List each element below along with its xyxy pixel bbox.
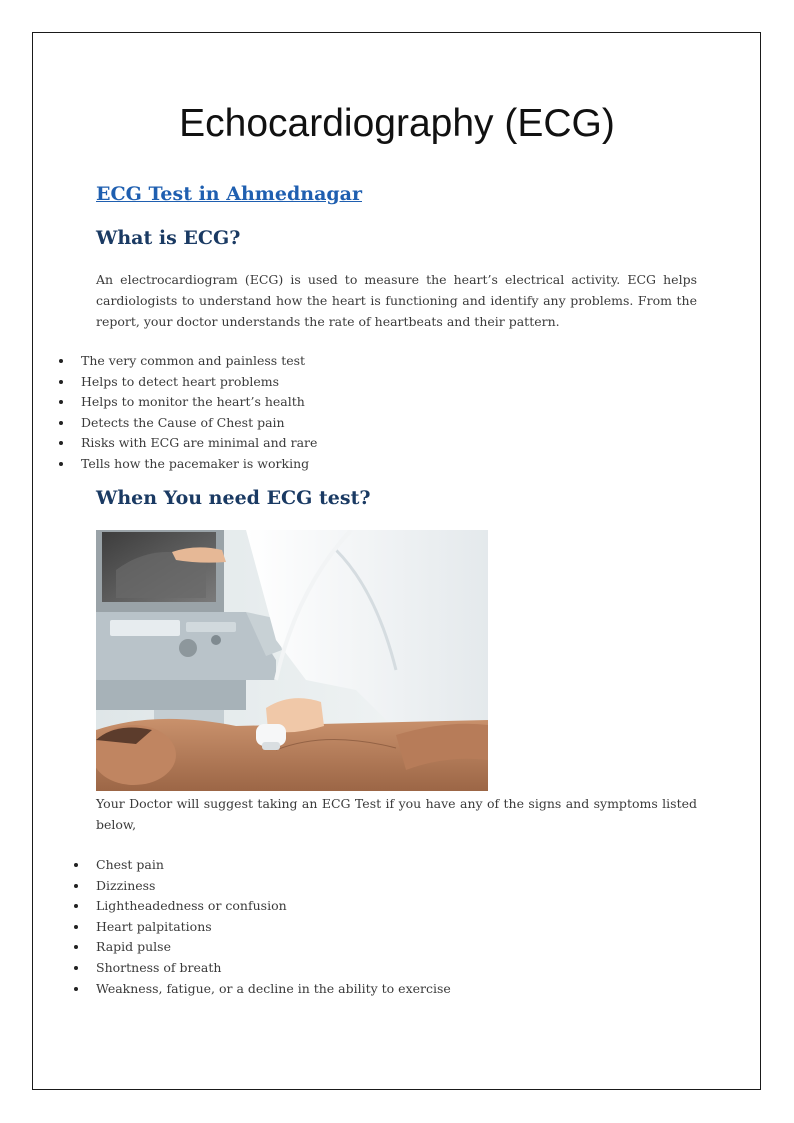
list-item: Helps to monitor the heart’s health [81,392,317,413]
list-item: Tells how the pacemaker is working [81,454,317,475]
ecg-test-link[interactable]: ECG Test in Ahmednagar [96,183,362,205]
list-item: Lightheadedness or confusion [96,896,451,917]
ecg-benefits-list [81,351,317,475]
list-item: Risks with ECG are minimal and rare [81,433,317,454]
list-item: Weakness, fatigue, or a decline in the ability to exercise [96,979,451,1000]
list-item: Helps to detect heart problems [81,372,317,393]
list-item: The very common and painless test [81,351,317,372]
echocardiography-photo [96,530,488,791]
symptoms-list [96,855,451,999]
bullet-icon [74,966,78,970]
section-heading-when-you-need-ecg: When You need ECG test? [96,487,371,509]
list-item: Detects the Cause of Chest pain [81,413,317,434]
bullet-icon [59,462,63,466]
when-you-need-ecg-paragraph: Your Doctor will suggest taking an ECG Test if you have any of the signs and symptoms listed below, [96,796,697,832]
list-item: Dizziness [96,876,451,897]
bullet-icon [74,884,78,888]
bullet-icon [59,421,63,425]
bullet-icon [59,380,63,384]
bullet-icon [59,359,63,363]
bullet-icon [74,987,78,991]
list-item: Shortness of breath [96,958,451,979]
document-title: Echocardiography (ECG) [179,102,615,145]
list-item: Heart palpitations [96,917,451,938]
bullet-icon [74,863,78,867]
list-item: Rapid pulse [96,937,451,958]
bullet-icon [74,925,78,929]
section-heading-what-is-ecg: What is ECG? [96,227,241,249]
what-is-ecg-paragraph: An electrocardiogram (ECG) is used to measure the heart’s electrical activity. ECG helps cardiologists to understand how the heart is functioning and identify any problems. From the report, your doctor understands the rate of heartbeats and their pattern. [96,272,697,329]
list-item: Chest pain [96,855,451,876]
